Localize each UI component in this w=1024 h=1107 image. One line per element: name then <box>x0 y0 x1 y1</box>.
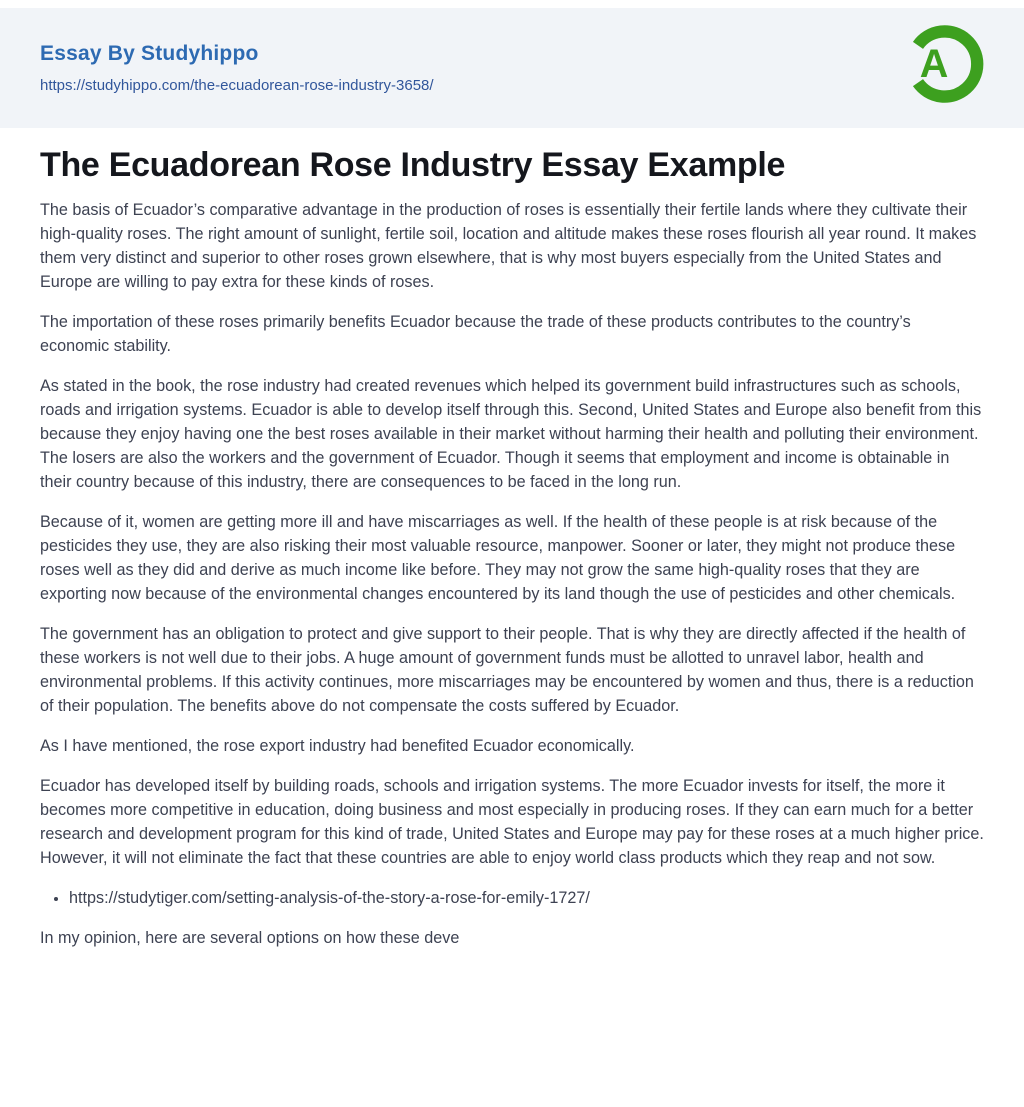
article-paragraph: Because of it, women are getting more ill and have miscarriages as well. If the health of these people is at risk because of the pesticides they use, they are also risking their most valuable resource, manpower. Sooner or later, they might not produce these roses well as they did and derive as much income like before. They may not grow the same high-quality roses that they are exporting now because of the environmental changes encountered by its land though the use of pesticides and other chemicals. <box>40 513 956 604</box>
article-paragraph: Ecuador has developed itself by building roads, schools and irrigation systems. The more Ecuador invests for itself, the more it becomes more competitive in education, doing business and most especially in producing roses. If they can earn much for a better research and development program for this kind of trade, United States and Europe may pay for these roses at a much higher price. However, it will not eliminate the fact that these countries are able to enjoy world class products which they reap and not sow. <box>40 777 984 868</box>
page-url-text: https://studyhippo.com/the-ecuadorean-rose-industry-3658/ <box>40 77 434 94</box>
article-paragraph: As stated in the book, the rose industry had created revenues which helped its government build infrastructures such as schools, roads and irrigation systems. Ecuador is able to develop itself through this. Second, United States and Europe also benefit from this because they enjoy having one the best roses available in their market without harming their health and polluting their environment. The losers are also the workers and the government of Ecuador. Though it seems that employment and income is obtainable in their country because of this industry, there are consequences to be faced in the long run. <box>40 377 982 492</box>
site-title: Essay By Studyhippo <box>40 42 259 65</box>
studyhippo-logo-icon <box>898 20 986 108</box>
reference-link-list <box>40 886 984 910</box>
article-paragraph: The basis of Ecuador’s comparative advantage in the production of roses is essentially their fertile lands where they cultivate their high-quality roses. The right amount of sunlight, fertile soil, location and altitude makes these roses flourish all year round. It makes them very distinct and superior to other roses grown elsewhere, that is why most buyers especially from the United States and Europe are willing to pay extra for these kinds of roses. <box>40 201 977 292</box>
article-paragraph: The importation of these roses primarily benefits Ecuador because the trade of these products contributes to the country’s economic stability. <box>40 313 911 356</box>
article-title: The Ecuadorean Rose Industry Essay Example <box>40 146 786 184</box>
article-paragraph: The government has an obligation to protect and give support to their people. That is why they are directly affected if the health of these workers is not well due to their jobs. A huge amount of government funds must be allotted to unravel labor, health and environmental problems. If this activity continues, more miscarriages may be encountered by women and thus, there is a reduction of their population. The benefits above do not compensate the costs suffered by Ecuador. <box>40 625 974 716</box>
reference-link[interactable]: • https://studytiger.com/setting-analysis-of-the-story-a-rose-for-emily-1727/ <box>69 886 984 910</box>
article-body <box>40 198 984 870</box>
logo-letter: A <box>919 42 949 87</box>
article-paragraph: As I have mentioned, the rose export industry had benefited Ecuador economically. <box>40 737 635 756</box>
article <box>0 146 1024 950</box>
site-header <box>0 8 1024 128</box>
closing-paragraph: In my opinion, here are several options on how these deve <box>40 929 460 948</box>
